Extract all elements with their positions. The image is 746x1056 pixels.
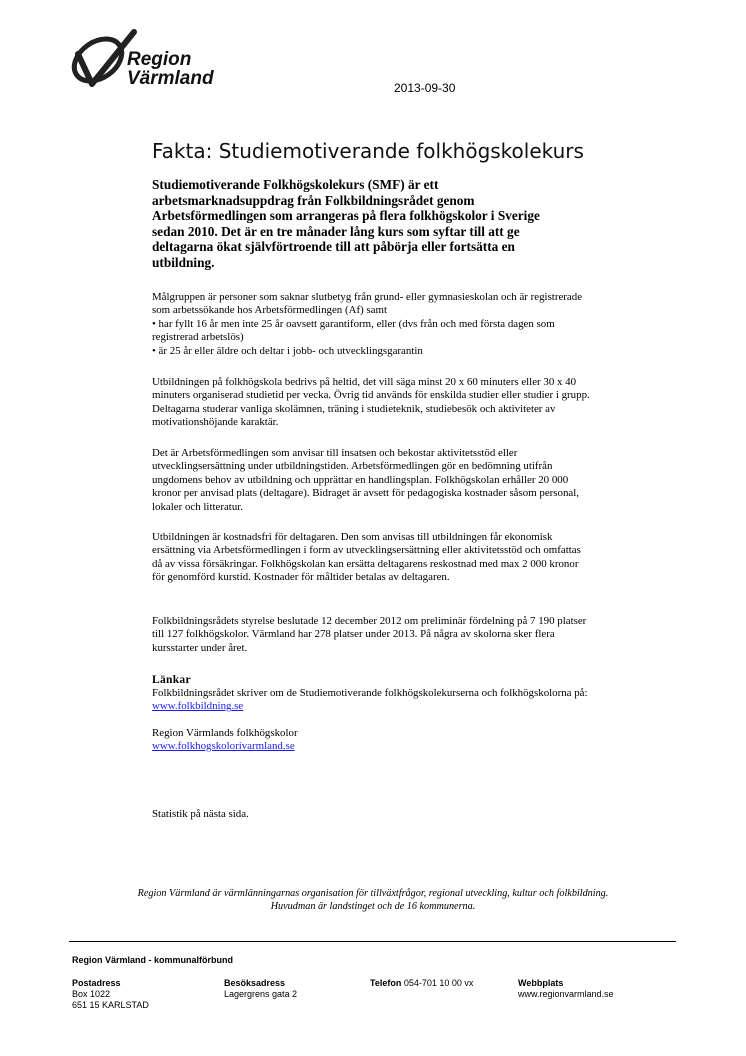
paragraph-funding: Det är Arbetsförmedlingen som anvisar till insatsen och bekostar aktivitetsstöd eller utvecklingsersättning under utbildningstiden. Arbetsförmedlingen gör en bedömning utifrån ungdomens behov av utbildning och upprättar en handlingsplan. Folkhögskolan erhåller 20 000 kronor per anvisad plats (deltagare). Bidraget är avsett för pedagogiska kostnader såsom personal, lokaler och litteratur.	[152, 447, 580, 513]
footer-website: Webbplats www.regionvarmland.se	[518, 978, 614, 999]
paragraph-target-group: Målgruppen är personer som saknar slutbetyg från grund- eller gymnasieskolan och är registrerade som arbetssökande hos Arbetsförmedlingen (Af) samt • har fyllt 16 år men inte 25 år oavsett garantiform, eller (dvs från och med första dagen som registrerad arbetslös) • är 25 år eller äldre och deltar i jobb- och utvecklingsgarantin	[152, 291, 592, 358]
folkhogskolor-link[interactable]: www.folkhogskolorivarmland.se	[152, 740, 295, 753]
document-date: 2013-09-30	[394, 81, 456, 95]
paragraph-allocation: Folkbildningsrådets styrelse beslutade 12 december 2012 om preliminär fördelning på 7 190 platser till 127 folkhögskolor. Värmland har 278 platser under 2013. På några av skolorna sker flera kursstarter under året.	[152, 615, 587, 654]
paragraph-course-format: Utbildningen på folkhögskola bedrivs på heltid, det vill säga minst 20 x 60 minuters eller 30 x 40 minuters organiserad studietid per vecka. Övrig tid används för enskilda studier eller studier i grupp. Deltagarna studerar vanliga skolämnen, träning i studieteknik, studiebesök och aktiviteter av motivationshöjande karaktär.	[152, 376, 590, 429]
logo-wordmark: Region Värmland	[127, 49, 214, 89]
footer-phone: Telefon 054-701 10 00 vx	[370, 978, 474, 988]
bullet-item: • är 25 år eller äldre och deltar i jobb- och utvecklingsgarantin	[152, 344, 423, 357]
footer-postal-address: Postadress Box 1022 651 15 KARLSTAD	[72, 978, 149, 1010]
footer-divider	[69, 941, 676, 942]
page-title: Fakta: Studiemotiverande folkhögskolekurs	[152, 139, 584, 163]
folkbildning-link[interactable]: www.folkbildning.se	[152, 700, 244, 713]
links-section	[152, 673, 592, 754]
link-description: Region Värmlands folkhögskolor	[152, 726, 298, 739]
footer-visit-address: Besöksadress Lagergrens gata 2	[224, 978, 298, 999]
link-description: Folkbildningsrådet skriver om de Studiemotiverande folkhögskolekurserna och folkhögskolorna på:	[152, 687, 588, 699]
region-varmland-logo	[68, 28, 228, 98]
lead-paragraph: Studiemotiverande Folkhögskolekurs (SMF) är ett arbetsmarknadsuppdrag från Folkbildningsrådet genom Arbetsförmedlingen som arrangeras på flera folkhögskolor i Sverige sedan 2010. Det är en tre månader lång kurs som syftar till att ge deltagarna ökat självförtroende till att påbörja eller fortsätta en utbildning.	[152, 177, 540, 270]
footer-org-name: Region Värmland - kommunalförbund	[72, 955, 234, 965]
paragraph-costs: Utbildningen är kostnadsfri för deltagaren. Den som anvisas till utbildningen får ekonomisk ersättning via Arbetsförmedlingen i form av utvecklingsersättning eller aktivitetsstöd och omfattas då av vissa försäkringar. Folkhögskolan kan ersätta deltagarens reskostnad med max 2 000 kronor för genomförd kurstid. Kostnader för måltider betalas av deltagaren.	[152, 531, 581, 584]
footer-tagline: Region Värmland är värmlänningarnas organisation för tillväxtfrågor, regional utveckling, kultur och folkbildning. Huvudman är landstinget och de 16 kommunerna.	[137, 888, 609, 912]
statistics-note: Statistik på nästa sida.	[152, 808, 249, 820]
bullet-item: • har fyllt 16 år men inte 25 år oavsett garantiform, eller (dvs från och med första dagen som registrerad arbetslös)	[152, 317, 555, 344]
links-heading: Länkar	[152, 674, 191, 686]
